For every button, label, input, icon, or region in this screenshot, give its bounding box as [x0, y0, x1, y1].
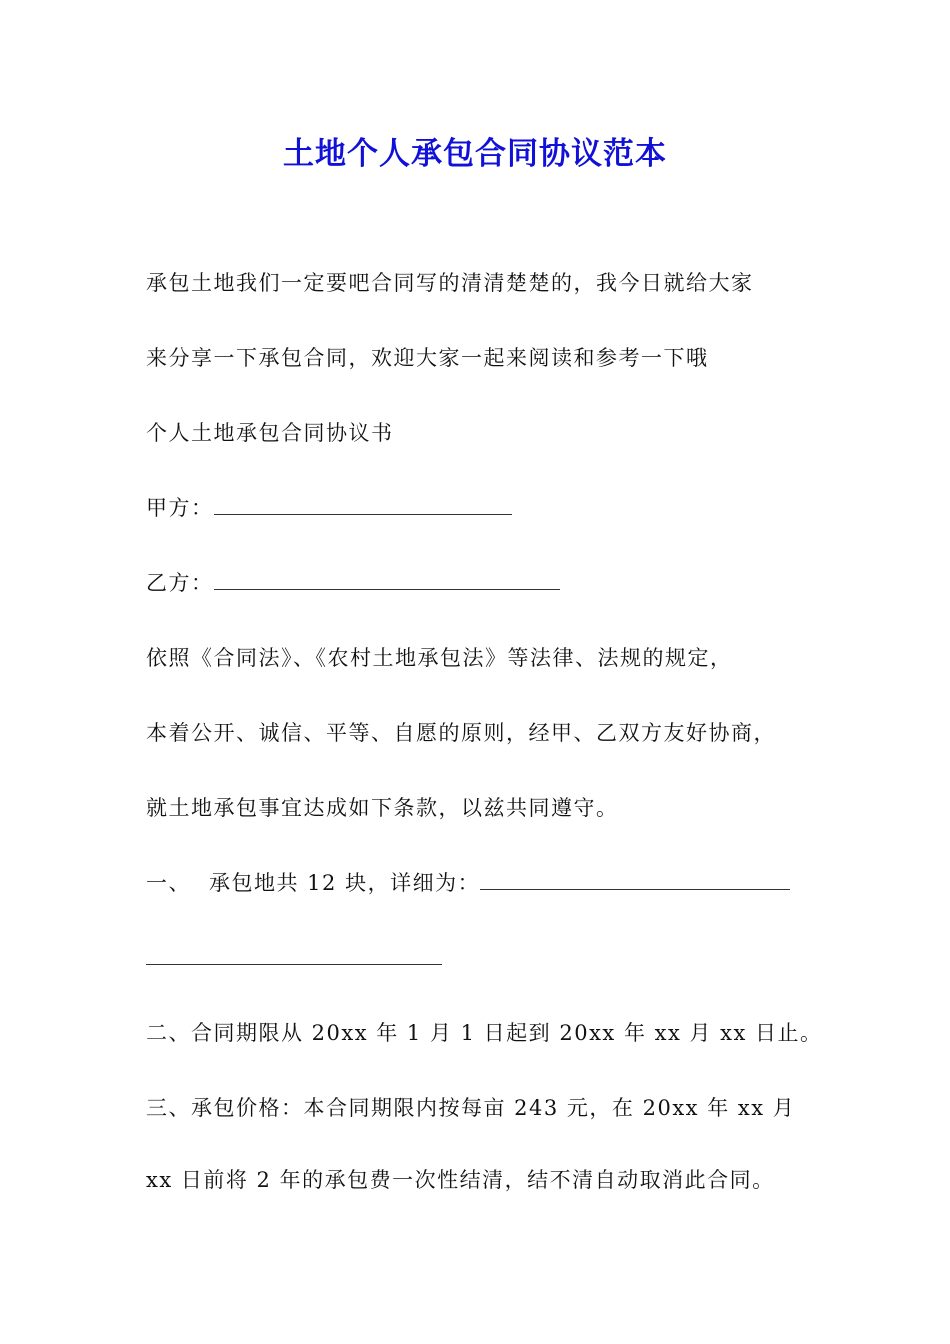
party-b-blank [214, 569, 560, 590]
clause-1-row [146, 868, 790, 898]
clause-3-line-2: xx 日前将 2 年的承包费一次性结清，结不清自动取消此合同。 [146, 1168, 775, 1192]
party-a-row [146, 493, 512, 523]
preamble-line-1: 依照《合同法》、《农村土地承包法》等法律、法规的规定， [146, 646, 733, 670]
clause-1-continuation-blank [146, 944, 442, 965]
preamble-line-2: 本着公开、诚信、平等、自愿的原则，经甲、乙双方友好协商， [146, 721, 776, 745]
preamble-line-3: 就土地承包事宜达成如下条款，以兹共同遵守。 [146, 796, 619, 820]
document-title: 土地个人承包合同协议范本 [283, 136, 667, 172]
party-a-label: 甲方： [146, 496, 214, 520]
intro-line-2: 来分享一下承包合同，欢迎大家一起来阅读和参考一下哦 [146, 346, 709, 370]
clause-2: 二、合同期限从 20xx 年 1 月 1 日起到 20xx 年 xx 月 xx 日止。 [146, 1021, 823, 1045]
clause-1-number: 一、 [146, 871, 191, 895]
agreement-subtitle: 个人土地承包合同协议书 [146, 421, 394, 445]
intro-line-1: 承包土地我们一定要吧合同写的清清楚楚的，我今日就给大家 [146, 271, 754, 295]
clause-1-blank [480, 869, 790, 890]
party-a-blank [214, 494, 512, 515]
party-b-row [146, 568, 560, 598]
party-b-label: 乙方： [146, 571, 214, 595]
clause-1-text: 承包地共 12 块，详细为： [209, 871, 481, 895]
clause-3-line-1: 三、承包价格：本合同期限内按每亩 243 元，在 20xx 年 xx 月 [146, 1096, 796, 1120]
